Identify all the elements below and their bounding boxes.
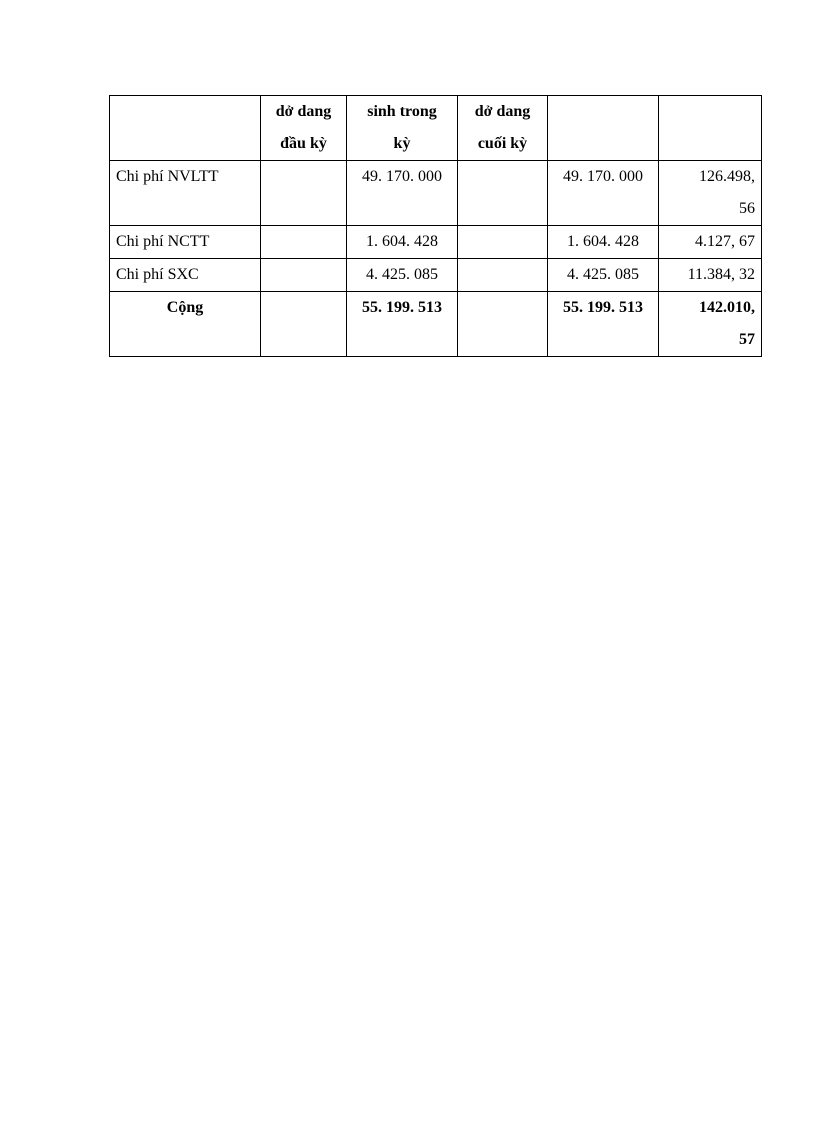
cell-incurred: 4. 425. 085: [347, 259, 458, 292]
table-row: [110, 226, 762, 259]
table-row: [110, 161, 762, 226]
header-text: dở dang: [474, 103, 531, 120]
unit-cost-text: 4.127, 67: [695, 233, 755, 250]
unit-cost-text: 11.384, 32: [687, 266, 755, 283]
cell-opening: [261, 292, 347, 357]
cell-total: 49. 170. 000: [548, 161, 659, 226]
cell-opening: [261, 259, 347, 292]
cell-opening: [261, 226, 347, 259]
header-cell-incurred: [347, 96, 458, 161]
cell-unit-cost: [659, 259, 762, 292]
header-cell-unit-cost: [659, 96, 762, 161]
unit-cost-text: 142.010,: [699, 299, 755, 316]
cell-unit-cost: [659, 226, 762, 259]
row-label: Chi phí NVLTT: [110, 161, 261, 226]
header-cell-item: [110, 96, 261, 161]
cell-incurred: 49. 170. 000: [347, 161, 458, 226]
cell-total: 1. 604. 428: [548, 226, 659, 259]
cell-total: 4. 425. 085: [548, 259, 659, 292]
cell-incurred: 1. 604. 428: [347, 226, 458, 259]
header-text: dở dang: [275, 103, 332, 120]
unit-cost-text: 57: [739, 331, 755, 348]
header-text: cuối kỳ: [477, 135, 528, 152]
table-header-row: [110, 96, 762, 161]
cell-unit-cost: [659, 161, 762, 226]
table-row: [110, 259, 762, 292]
cost-table: [109, 95, 762, 357]
header-cell-total: [548, 96, 659, 161]
cell-closing: [458, 161, 548, 226]
unit-cost-text: 56: [739, 200, 755, 217]
header-cell-closing-wip: [458, 96, 548, 161]
table-total-row: [110, 292, 762, 357]
cell-closing: [458, 292, 548, 357]
header-text: kỳ: [393, 135, 411, 152]
unit-cost-text: 126.498,: [699, 168, 755, 185]
row-label-total: Cộng: [110, 292, 261, 357]
cell-closing: [458, 226, 548, 259]
row-label: Chi phí SXC: [110, 259, 261, 292]
header-text: sinh trong: [367, 103, 437, 120]
header-text: đầu kỳ: [280, 135, 327, 152]
cell-incurred: 55. 199. 513: [347, 292, 458, 357]
cell-closing: [458, 259, 548, 292]
cell-total: 55. 199. 513: [548, 292, 659, 357]
cell-opening: [261, 161, 347, 226]
row-label: Chi phí NCTT: [110, 226, 261, 259]
header-cell-opening-wip: [261, 96, 347, 161]
cell-unit-cost: [659, 292, 762, 357]
